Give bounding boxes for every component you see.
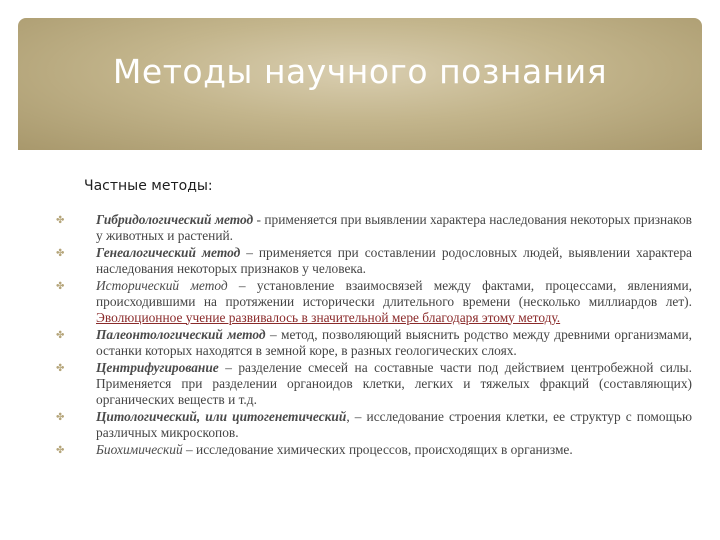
list-item: [52, 278, 692, 325]
method-description: – исследование химических процессов, происходящих в организме.: [182, 442, 573, 458]
method-description: – применяется при составлении родословных людей, выявлении характера наследования некоторых признаков у человека.: [96, 245, 692, 276]
method-term: Центрифугирование: [96, 360, 219, 376]
list-item: [52, 442, 692, 458]
method-description: - применяется при выявлении характера наследования некоторых признаков у животных и растений.: [96, 212, 692, 243]
method-term: Цитологический, или цитогенетический: [96, 409, 347, 425]
method-term: Генеалогический метод: [96, 245, 241, 261]
list-item: [52, 360, 692, 407]
leaf-bullet-icon: ✤: [56, 445, 65, 457]
method-term: Исторический метод: [96, 278, 228, 294]
method-description: , – исследование строения клетки, ее структур с помощью различных микроскопов.: [96, 409, 692, 440]
leaf-bullet-icon: ✤: [56, 412, 65, 424]
method-description: – установление взаимосвязей между фактами, процессами, явлениями, происходившими на протяжении исторически длительного времени (несколько миллиардов лет).: [96, 278, 692, 309]
list-item: [52, 212, 692, 243]
method-term: Гибридологический метод: [96, 212, 254, 227]
method-term: Биохимический: [96, 442, 183, 458]
leaf-bullet-icon: ✤: [56, 330, 65, 342]
method-term: Палеонтологический метод: [96, 327, 266, 343]
method-description: – метод, позволяющий выяснить родство между древними организмами, останки которых находятся в земной коре, в разных геологических слоях.: [96, 327, 692, 358]
highlighted-sentence: Эволюционное учение развивалось в значительной мере благодаря этому методу.: [96, 309, 561, 325]
list-item: [52, 409, 692, 440]
methods-list: [52, 212, 692, 460]
slide-title: Методы научного познания: [112, 52, 608, 91]
list-item: [52, 245, 692, 276]
subtitle: Частные методы:: [84, 178, 213, 194]
leaf-bullet-icon: ✤: [56, 363, 65, 375]
leaf-bullet-icon: ✤: [56, 215, 65, 226]
list-item: [52, 327, 692, 358]
leaf-bullet-icon: ✤: [56, 248, 65, 260]
method-description: – разделение смесей на составные части под действием центробежной силы. Применяется при разделении органоидов клетки, легких и тяжелых фракций (составляющих) органических веществ и т.д.: [96, 360, 692, 407]
leaf-bullet-icon: ✤: [56, 281, 65, 293]
